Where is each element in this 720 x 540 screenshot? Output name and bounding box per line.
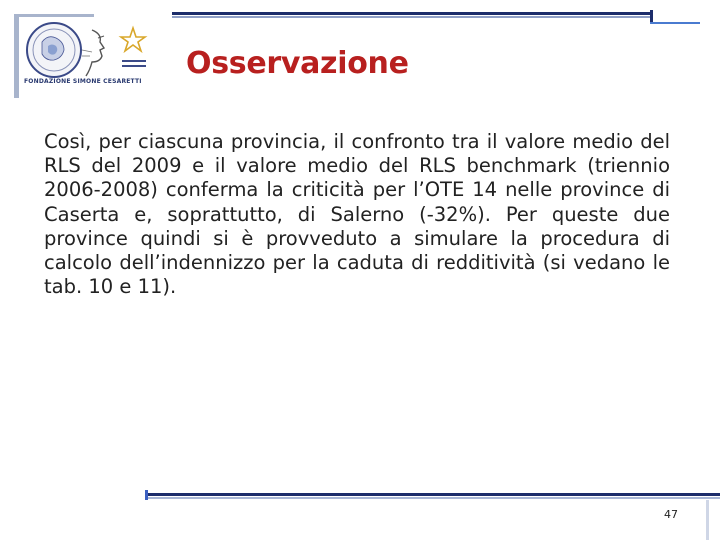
slide-body-text: Così, per ciascuna provincia, il confronto tra il valore medio del RLS del 2009 e il valore medio del RLS benchmark (triennio 2006-2008) conferma la criticità per l’OTE 14 nelle province di Caserta e, soprattutto, di Salerno (-32%). Per queste due province quindi si è provveduto a simulare la procedura di calcolo dell’indennizzo per la caduta di redditività (si vedano le tab. 10 e 11).: [44, 130, 670, 299]
frame-bottom-left-tick: [145, 490, 148, 500]
frame-top-rule-shadow: [172, 16, 652, 18]
frame-top-left-bar: [14, 14, 94, 17]
logo-caption: FONDAZIONE SIMONE CESARETTI: [24, 78, 142, 85]
frame-left-bar: [14, 14, 19, 98]
slide-title: Osservazione: [186, 46, 409, 81]
frame-bottom-rule-shadow: [145, 497, 720, 499]
frame-bottom-right-bar: [706, 500, 709, 540]
frame-top-right-rule: [650, 22, 700, 24]
page-number: 47: [664, 508, 678, 521]
frame-top-rule: [172, 12, 652, 15]
frame-bottom-rule: [145, 493, 720, 496]
